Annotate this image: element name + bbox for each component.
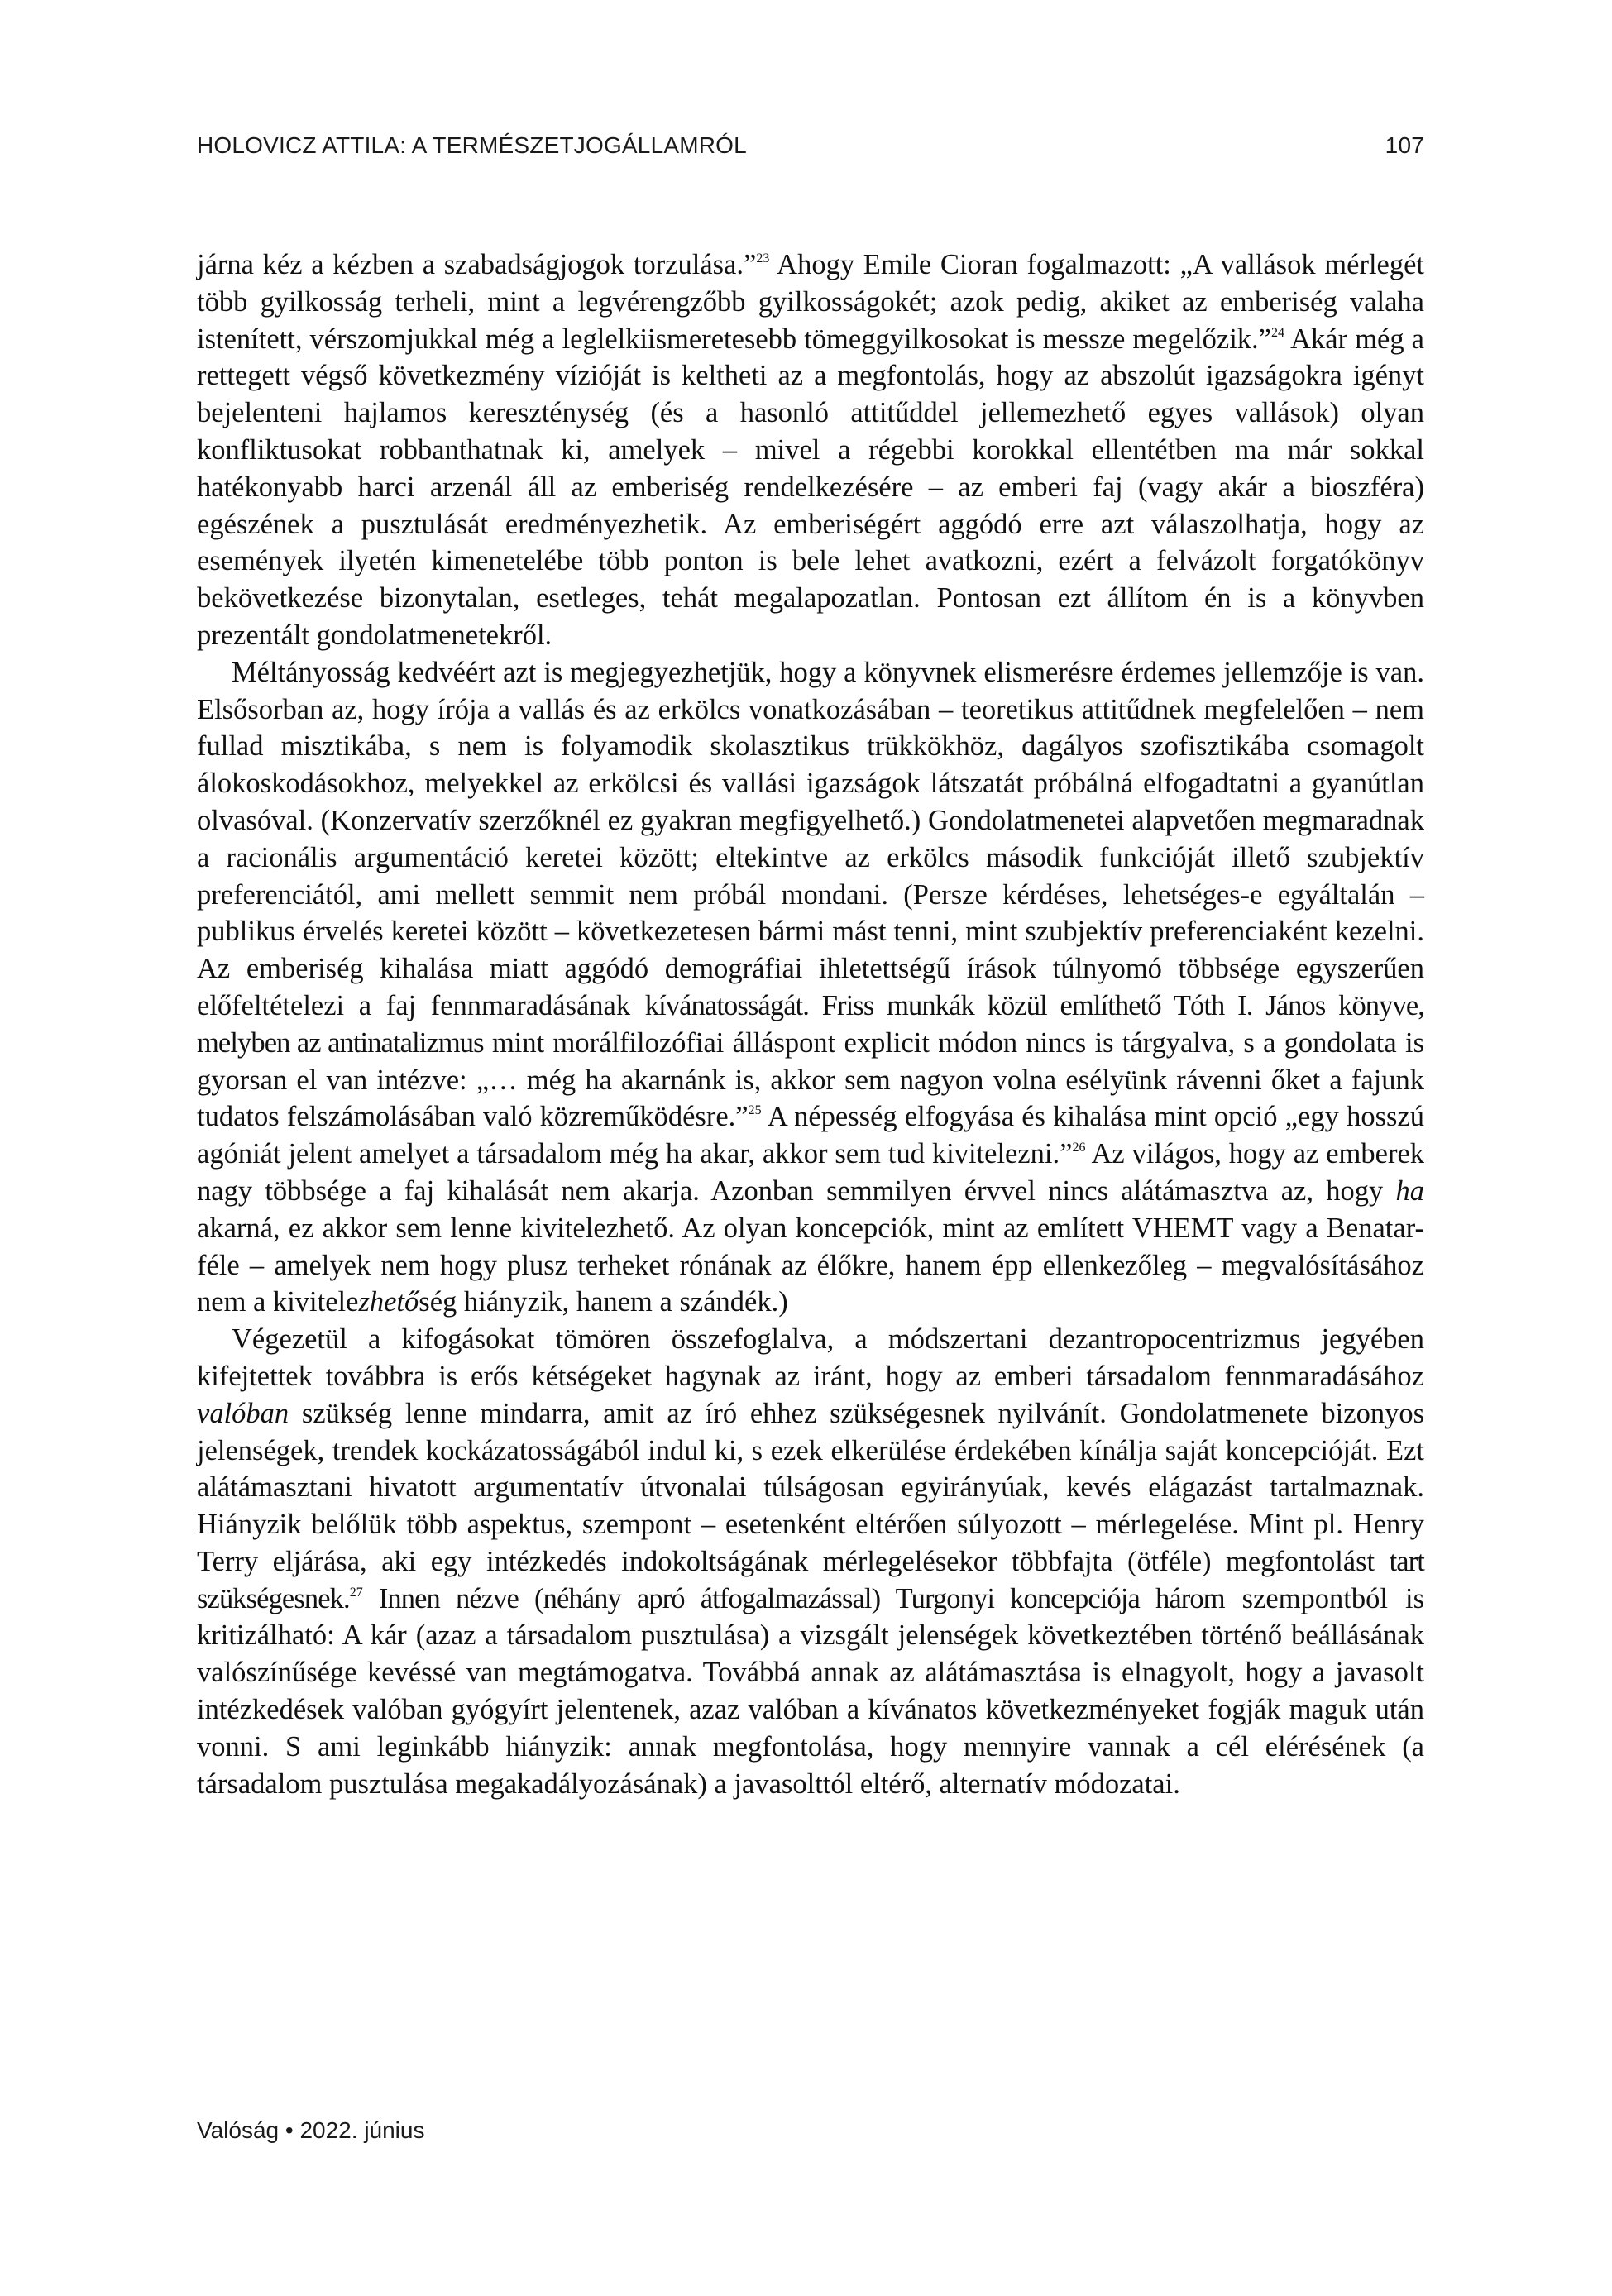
footnote-ref-24[interactable]: 24: [1270, 325, 1284, 340]
text-run: Ahogy Emile Cioran fogalmazott: „A vallások mérlegét több gyilkosság terheli, mint a legvérengzőbb gyilkosságokét; azok pedig, akiket az emberiség valaha istenített, vérszomjukkal még a leglelkiismeretesebb tömeggyilkosokat is messze megelőzik.”: [197, 249, 1424, 355]
footnote-ref-25[interactable]: 25: [748, 1103, 762, 1118]
text-run: járna kéz a kézben a szabadságjogok torzulása.”: [197, 249, 757, 280]
text-run: Méltányosság kedvéért azt is megjegyezhetjük, hogy a könyvnek elismerésre érdemes jellemzője is van. Elsősorban az, hogy írója a vallás és az erkölcs vonatkozásában – teoretikus attitűdnek megfelelően – nem fullad misztikába, s nem is folyamodik skolasztikus trükkökhöz, dagályos szofisztikába csomagolt álokoskodásokhoz, melyekkel az erkölcsi és vallási igazságok látszatát próbálná elfogadtatni a gyanútlan olvasóval. (Konzervatív szerzőknél ez gyakran megfigyelhető.) Gondolatmenetei alapvetően megmaradnak a racionális argumentáció keretei között; eltekintve az erkölcs második funkcióját illető szubjektív preferenciától, ami mellett semmit nem próbál mondani. (Persze kérdéses, lehetséges-e egyáltalán – publikus érvelés keretei között – következetesen bármi mást tenni, mint szubjektív preferenciaként kezelni. Az emberiség kihalása miatt aggódó demográfiai ihletettségű írások túlnyomó többsége egyszerűen előfeltételezi a faj fennmaradásának: [197, 656, 1424, 1021]
text-run: ség hiányzik, hanem a szándék.): [419, 1286, 788, 1318]
paragraph-3: [197, 1321, 1424, 1802]
paragraph-1: [197, 246, 1424, 654]
footnote-ref-26[interactable]: 26: [1072, 1141, 1086, 1155]
text-run: Akár még a rettegett végső következmény vízióját is keltheti az a megfontolás, hogy az abszolút igazságokra igényt bejelenteni hajlamos kereszténység (és a hasonló attitűddel jellemezhető egyes vallások) olyan konfliktusokat robbanthatnak ki, amelyek – mivel a régebbi korokkal ellentétben ma már sokkal hatékonyabb harci arzenál áll az emberiség rendelkezésére – az emberi faj (vagy akár a bioszféra) egészének a pusztulását eredményezhetik. Az emberiségért aggódó erre azt válaszolhatja, hogy az események ilyetén kimenetelébe több ponton is bele lehet avatkozni, ezért a felvázolt forgatókönyv bekövetkezése bizonytalan, esetleges, tehát megalapozatlan. Pontosan ezt állítom én is a könyvben prezentált gondolatmenetekről.: [197, 323, 1424, 651]
running-header: [197, 132, 1424, 165]
text-run-condensed: tart szükségesnek.: [197, 1545, 1424, 1614]
emphasis-zheto: zhető: [358, 1286, 419, 1318]
footnote-ref-23[interactable]: 23: [756, 251, 770, 265]
text-run: Az világos, hogy az emberek nagy többsége a faj kihalását nem akarja. Azonban semmilyen érvvel nincs alátámasztva az, hogy: [197, 1138, 1425, 1207]
paragraph-2: [197, 654, 1424, 1321]
text-run: mint morálfilozófiai álláspont explicit módon nincs is tárgyalva, s a gondolata is gyorsan el van intézve: „… még ha akarnánk is, akkor sem nagyon volna esélyünk rávenni őket a fajunk tudatos felszámolásában való közreműködésre.”: [197, 1026, 1424, 1133]
emphasis-ha: ha: [1395, 1174, 1424, 1207]
text-run: szempontból is kritizálható: A kár (azaz a társadalom pusztulása) a vizsgált jelenségek következtében történő beállásának valószínűsége kevéssé van megtámogatva. Továbbá annak az alátámasztása is elnagyolt, hogy a javasolt intézkedések valóban gyógyírt jelentenek, azaz valóban a kívánatos következményeket fogják maguk után vonni. S ami leginkább hiányzik: annak megfontolása, hogy mennyire vannak a cél elérésének (a társadalom pusztulása megakadályozásának) a javasolttól eltérő, alternatív módozatai.: [197, 1582, 1424, 1800]
page-number: 107: [1385, 132, 1424, 158]
text-run: A népesség elfogyása és kihalása mint opció „egy hosszú agóniát jelent amelyet a társadalom még ha akar, akkor sem tud kivitelezni.”: [197, 1101, 1424, 1170]
journal-footer: Valóság • 2022. június: [197, 2117, 425, 2143]
article-body: [197, 246, 1424, 1802]
running-title: HOLOVICZ ATTILA: A TERMÉSZETJOGÁLLAMRÓL: [197, 132, 747, 158]
text-run-condensed: kívánatosságát. Friss munkák közül említhető Tóth I. János könyve, melyben az antinatalizmus: [197, 989, 1424, 1059]
text-run-condensed: Innen nézve (néhány apró átfogalmazással) Turgonyi koncepciója három: [362, 1582, 1225, 1614]
emphasis-valoban: valóban: [197, 1397, 289, 1429]
text-run: akarná, ez akkor sem lenne kivitelezhető. Az olyan koncepciók, mint az említett VHEMT vagy a Benatar-féle – amelyek nem hogy plusz terheket rónának az élőkre, hanem épp ellenkezőleg – megvalósításához nem a kivitele: [197, 1212, 1424, 1318]
footnote-ref-27[interactable]: 27: [349, 1585, 363, 1600]
text-run: Végezetül a kifogásokat tömören összefoglalva, a módszertani dezantropocentrizmus jegyében kifejtettek továbbra is erős kétségeket hagynak az iránt, hogy az emberi társadalom fennmaradásához: [197, 1323, 1424, 1392]
text-run: szükség lenne mindarra, amit az író ehhez szükségesnek nyilvánít. Gondolatmenete bizonyos jelenségek, trendek kockázatosságából indul ki, s ezek elkerülése érdekében kínálja saját koncepcióját. Ezt alátámasztani hivatott argumentatív útvonalai túlságosan egyirányúak, kevés elágazást tartalmaznak. Hiányzik belőlük több aspektus, szempont – esetenként eltérően súlyozott – mérlegelése. Mint pl. Henry Terry eljárása, aki egy intézkedés indokoltságának mérlegelésekor többfajta (ötféle) megfontolást: [197, 1397, 1424, 1577]
